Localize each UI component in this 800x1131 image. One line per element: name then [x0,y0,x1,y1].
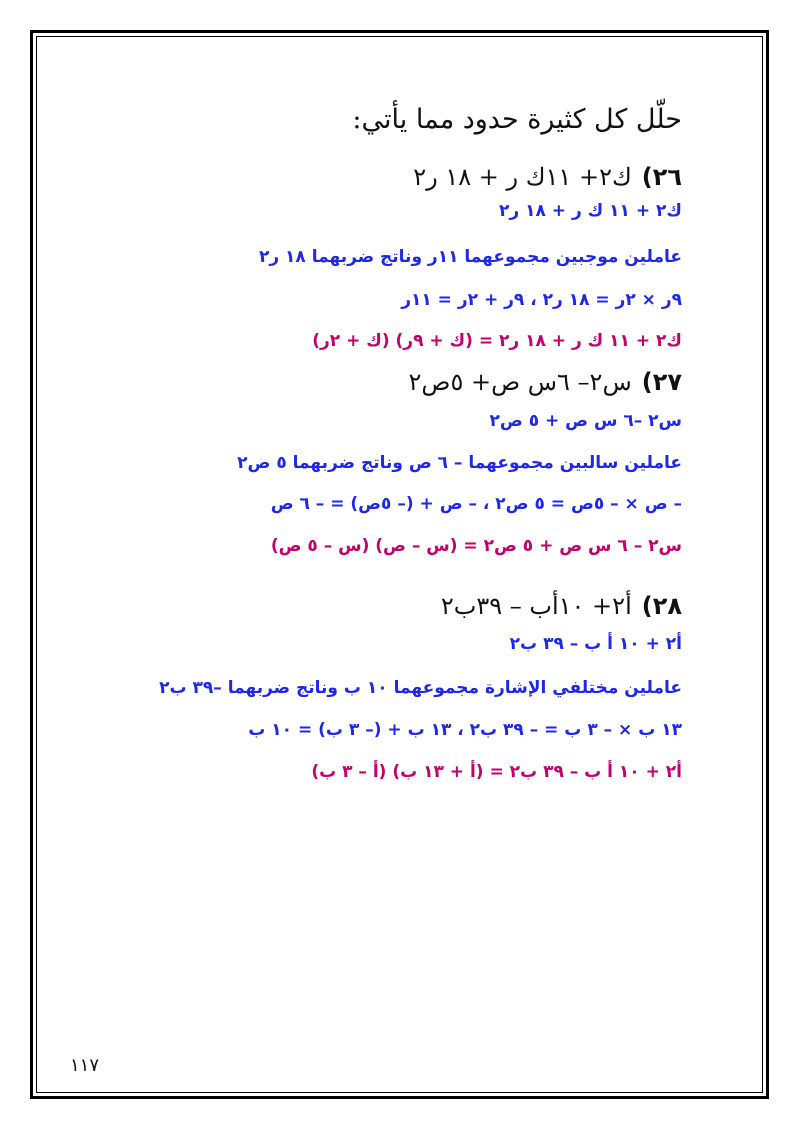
step-line: أ٢ + ١٠ أ ب – ٣٩ ب٢ [509,634,682,654]
problem-expression: س٢– ٦س ص+ ٥ص٢ [408,368,632,396]
problem-number: ٢٧) [641,368,682,396]
result-line: س٢ – ٦ س ص + ٥ ص٢ = (س – ص) (س – ٥ ص) [270,536,682,556]
step-line: ك٢ + ١١ ك ر + ١٨ ر٢ [498,201,682,221]
page-number: ١١٧ [70,1055,100,1076]
problem-28 [441,592,682,620]
problem-number: ٢٨) [641,592,682,620]
step-line: ٩ر × ٢ر = ١٨ ر٢ ، ٩ر + ٢ر = ١١ر [401,290,682,310]
result-line: ك٢ + ١١ ك ر + ١٨ ر٢ = (ك + ٩ر) (ك + ٢ر) [312,331,682,351]
page-heading: حلّل كل كثيرة حدود مما يأتي: [352,104,682,135]
step-line: س٢ –٦ س ص + ٥ ص٢ [489,411,682,431]
problem-27 [409,368,682,396]
problem-expression: أ٢+ ١٠أب – ٣٩ب٢ [440,592,632,620]
problem-26 [413,163,682,191]
step-line: عاملين سالبين مجموعهما – ٦ ص وناتج ضربهما ٥ ص٢ [237,453,682,473]
step-line: عاملين موجبين مجموعهما ١١ر وناتج ضربهما ١٨ ر٢ [258,247,682,267]
problem-number: ٢٦) [641,163,682,191]
page-border-inner [36,36,763,1093]
problem-expression: ك٢+ ١١ك ر + ١٨ ر٢ [413,163,632,191]
step-line: – ص × – ٥ص = ٥ ص٢ ، – ص + (– ٥ص) = – ٦ ص [270,494,682,514]
step-line: ١٣ ب × – ٣ ب = – ٣٩ ب٢ ، ١٣ ب + (– ٣ ب) = ١٠ ب [248,720,682,740]
step-line: عاملين مختلفي الإشارة مجموعهما ١٠ ب وناتج ضربهما –٣٩ ب٢ [159,678,682,698]
result-line: أ٢ + ١٠ أ ب – ٣٩ ب٢ = (أ + ١٣ ب) (أ – ٣ ب) [311,762,682,782]
